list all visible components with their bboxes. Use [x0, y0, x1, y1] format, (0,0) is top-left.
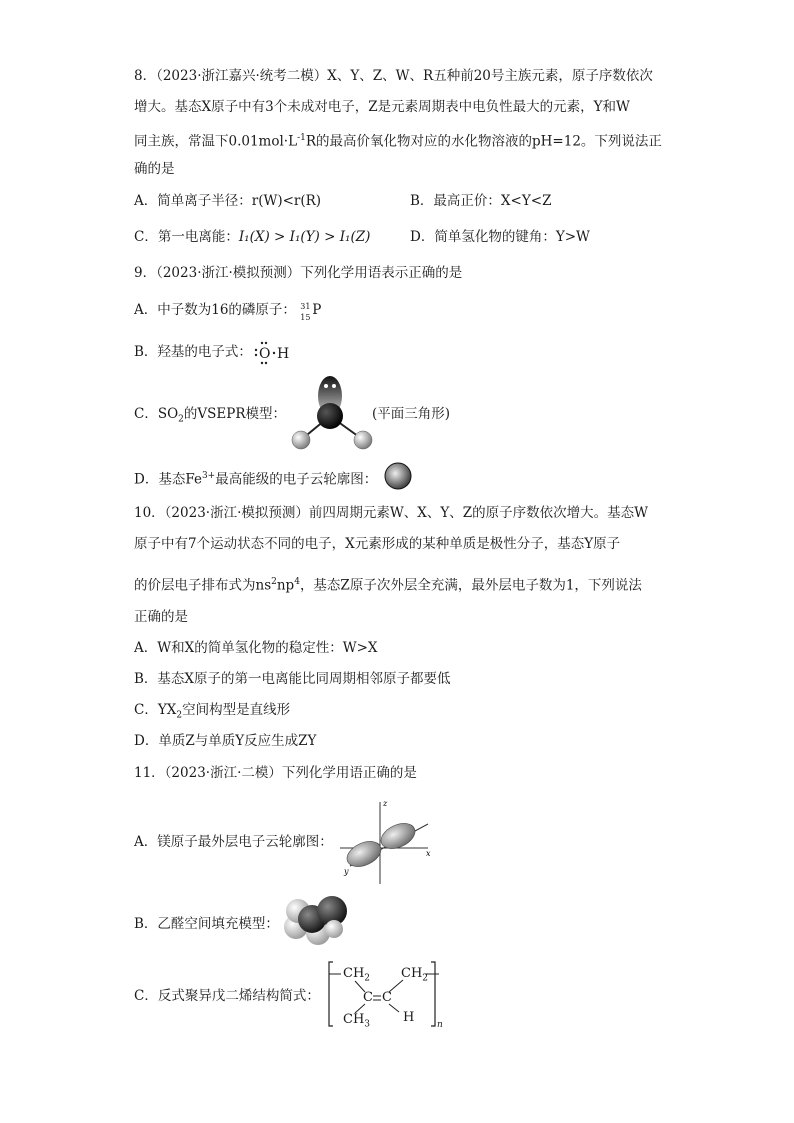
q10-stem-line2: 原子中有7个运动状态不同的电子，X元素形成的某种单质是极性分子，基态Y原子: [134, 536, 621, 552]
axis-y-label: y: [344, 867, 349, 876]
poly-n: n: [437, 1020, 443, 1030]
svg-text:H: H: [277, 346, 290, 362]
q10-option-c: C．$YX_2$空间构型是直线形: [134, 702, 291, 721]
q10-stem-line1: 10．（2023·浙江·模拟预测）前四周期元素W、X、Y、Z的原子序数依次增大。基态W: [134, 505, 649, 521]
q10-option-b: B．基态X原子的第一电离能比同周期相邻原子都要低: [134, 671, 451, 687]
q8-stem-line2: 增大。基态X原子中有3个未成对电子，Z是元素周期表中电负性最大的元素，Y和W: [134, 99, 630, 115]
q11-option-b: B．乙醛空间填充模型：: [134, 916, 279, 932]
so2-vsepr-model-figure: [286, 374, 376, 454]
q11-option-c: C．反式聚异戊二烯结构简式：: [134, 988, 320, 1004]
p-orbital-figure: [336, 794, 436, 886]
q9-option-c: C．$SO_2$的VSEPR模型：: [134, 406, 286, 425]
q8-option-b: B．最高正价：X<Y<Z: [410, 193, 552, 209]
q9-option-d: D．基态$Fe^{3+}$最高能级的电子云轮廓图：: [134, 471, 378, 488]
q11-stem: 11．（2023·浙江·二模）下列化学用语正确的是: [134, 765, 417, 781]
q9-stem: 9．（2023·浙江·模拟预测）下列化学用语表示正确的是: [134, 265, 463, 281]
q10-option-a: A．W和X的简单氢化物的稳定性：W>X: [134, 640, 378, 656]
q8-option-d: D．简单氢化物的键角：Y>W: [410, 229, 590, 245]
poly-c-right: C: [382, 990, 392, 1005]
axis-x-label: x: [426, 849, 431, 858]
q11-option-a: A．镁原子最外层电子云轮廓图：: [134, 834, 333, 850]
hydroxyl-electron-dot-formula: [252, 339, 292, 367]
poly-ch3: $CH_3$: [343, 1012, 371, 1030]
ionization-formula: I₁(X) > I₁(Y) > I₁(Z): [238, 229, 371, 245]
q9-option-c-note: (平面三角形): [372, 406, 451, 422]
q8-stem-line4: 确的是: [134, 161, 175, 177]
q10-option-d: D．单质Z与单质Y反应生成ZY: [134, 733, 317, 749]
q10-stem-line3: 的价层电子排布式为$ns^2np^4$，基态Z原子次外层全充满，最外层电子数为1，下列说法: [134, 577, 642, 594]
poly-c-left: C: [363, 990, 373, 1005]
q9-option-a: A．中子数为16的磷原子： 31 15 P: [134, 302, 322, 322]
trans-polyisoprene-structure: [325, 958, 445, 1032]
axis-z-label: z: [383, 799, 388, 808]
svg-text:O: O: [259, 346, 271, 362]
poly-ch2-left: $CH_2$: [343, 966, 371, 984]
q8-stem-line3: 同主族，常温下$0.01mol\cdot L^{-1}R$的最高价氧化物对应的水化物溶液的pH=12。下列说法正: [134, 133, 662, 150]
q8-stem-line1: 8．（2023·浙江嘉兴·统考二模）X、Y、Z、W、R五种前20号主族元素，原子序数依次: [134, 68, 653, 84]
q9-option-b: B．羟基的电子式：: [134, 344, 252, 360]
poly-ch2-right: $CH_2$: [401, 966, 429, 984]
q10-stem-line4: 正确的是: [134, 609, 188, 625]
q8-option-c: C．第一电离能：I₁(X) > I₁(Y) > I₁(Z): [134, 229, 371, 245]
q8-option-a: A．简单离子半径：r(W)<r(R): [134, 193, 322, 209]
poly-h: H: [403, 1010, 415, 1025]
acetaldehyde-space-filling-model: [282, 893, 352, 949]
spherical-orbital-figure: [383, 461, 413, 491]
